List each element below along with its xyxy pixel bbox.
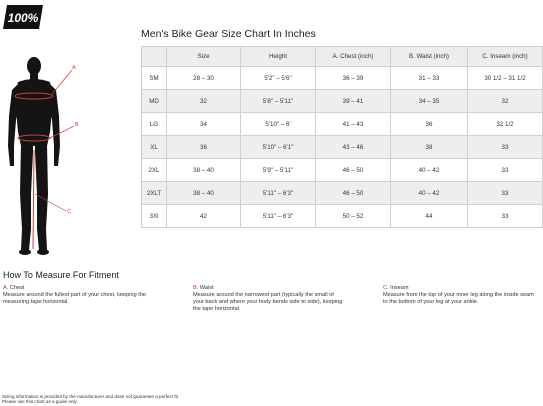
measure-inseam	[383, 285, 543, 306]
row-label: 3Xl	[142, 205, 167, 228]
inseam-line	[33, 150, 34, 249]
marker-c: C	[67, 209, 71, 215]
table-row	[142, 136, 543, 159]
cell-chest: 36 – 39	[316, 67, 391, 90]
cell-chest: 46 – 50	[316, 182, 391, 205]
measure-desc: to the bottom of your leg at your ankle.	[383, 299, 479, 305]
table-row	[142, 113, 543, 136]
cell-chest: 41 – 43	[316, 113, 391, 136]
header-size: Size	[167, 47, 241, 67]
brand-logo	[2, 4, 44, 30]
cell-waist: 34 – 35	[391, 90, 468, 113]
measure-name: Chest	[9, 285, 25, 291]
table-row	[142, 90, 543, 113]
cell-waist: 40 – 42	[391, 182, 468, 205]
figure-right-leg	[35, 144, 48, 250]
figure-left-arm	[8, 84, 19, 166]
row-label: SM	[142, 67, 167, 90]
measure-desc: measuring tape horizontal.	[3, 299, 69, 305]
measure-desc: your back and where your body bends side to side), keeping	[193, 299, 343, 305]
how-to-measure-heading: How To Measure For Fitment	[3, 270, 119, 280]
cell-waist: 36	[391, 113, 468, 136]
cell-height: 5'10" – 6'1"	[241, 136, 316, 159]
cell-inseam: 32	[468, 90, 543, 113]
cell-size: 42	[167, 205, 241, 228]
header-waist: B. Waist (inch)	[391, 47, 468, 67]
cell-chest: 39 – 41	[316, 90, 391, 113]
cell-waist: 40 – 42	[391, 159, 468, 182]
cell-size: 34	[167, 113, 241, 136]
disclaimer-footnote	[2, 394, 179, 405]
table-row	[142, 182, 543, 205]
cell-inseam: 32 1/2	[468, 113, 543, 136]
row-label: XL	[142, 136, 167, 159]
measure-desc: the tape horizontal.	[193, 306, 241, 312]
body-figure	[0, 54, 100, 260]
row-label: MD	[142, 90, 167, 113]
size-chart-table	[141, 46, 543, 228]
cell-inseam: 33	[468, 182, 543, 205]
measure-letter: A.	[3, 285, 9, 291]
cell-size: 28 – 30	[167, 67, 241, 90]
header-inseam: C. Inseam (inch)	[468, 47, 543, 67]
cell-inseam: 33	[468, 159, 543, 182]
header-chest: A. Chest (inch)	[316, 47, 391, 67]
row-label: 2XLT	[142, 182, 167, 205]
measure-letter: B.	[193, 285, 199, 291]
header-height: Height	[241, 47, 316, 67]
table-row	[142, 159, 543, 182]
cell-waist: 44	[391, 205, 468, 228]
measure-desc: Measure around the narrowest part (typically the small of	[193, 292, 334, 298]
cell-chest: 46 – 50	[316, 159, 391, 182]
footnote-line: Please use this chart as a guide only	[2, 399, 77, 405]
cell-height: 5'11" – 6'3"	[241, 182, 316, 205]
footnote-line: Sizing information is provided by the manufacturer and does not guarantee a perfect fit.	[2, 394, 180, 399]
table-header-row	[142, 47, 543, 67]
figure-right-arm	[49, 84, 60, 166]
marker-b: B	[75, 122, 79, 128]
cell-height: 5'2" – 5'6"	[241, 67, 316, 90]
header-cell	[142, 47, 167, 67]
cell-inseam: 30 1/2 – 31 1/2	[468, 67, 543, 90]
cell-height: 5'8" – 5'11"	[241, 90, 316, 113]
cell-chest: 43 – 46	[316, 136, 391, 159]
table-row	[142, 67, 543, 90]
cell-size: 36	[167, 136, 241, 159]
cell-inseam: 33	[468, 205, 543, 228]
table-row	[142, 205, 543, 228]
cell-size: 38 – 40	[167, 182, 241, 205]
figure-left-leg	[20, 144, 33, 250]
cell-chest: 50 – 52	[316, 205, 391, 228]
measure-letter: C.	[383, 285, 389, 291]
marker-a: A	[72, 65, 76, 71]
logo-text: 100%	[7, 11, 39, 25]
cell-height: 5'9" – 5'11"	[241, 159, 316, 182]
cell-inseam: 33	[468, 136, 543, 159]
row-label: LG	[142, 113, 167, 136]
cell-waist: 31 – 33	[391, 67, 468, 90]
cell-size: 32	[167, 90, 241, 113]
measure-waist	[193, 285, 378, 313]
measure-chest	[3, 285, 183, 306]
measure-name: Inseam	[390, 285, 409, 291]
measure-desc: Measure from the top of your inner leg along the inside seam	[383, 292, 534, 298]
cell-waist: 38	[391, 136, 468, 159]
cell-size: 38 – 40	[167, 159, 241, 182]
figure-head	[27, 57, 41, 75]
measure-name: Waist	[199, 285, 214, 291]
cell-height: 5'10" – 6'	[241, 113, 316, 136]
row-label: 2XL	[142, 159, 167, 182]
cell-height: 5'11" – 6'3"	[241, 205, 316, 228]
page-title: Men's Bike Gear Size Chart In Inches	[141, 28, 316, 40]
measure-desc: Measure around the fullest part of your chest, keeping the	[3, 292, 147, 298]
